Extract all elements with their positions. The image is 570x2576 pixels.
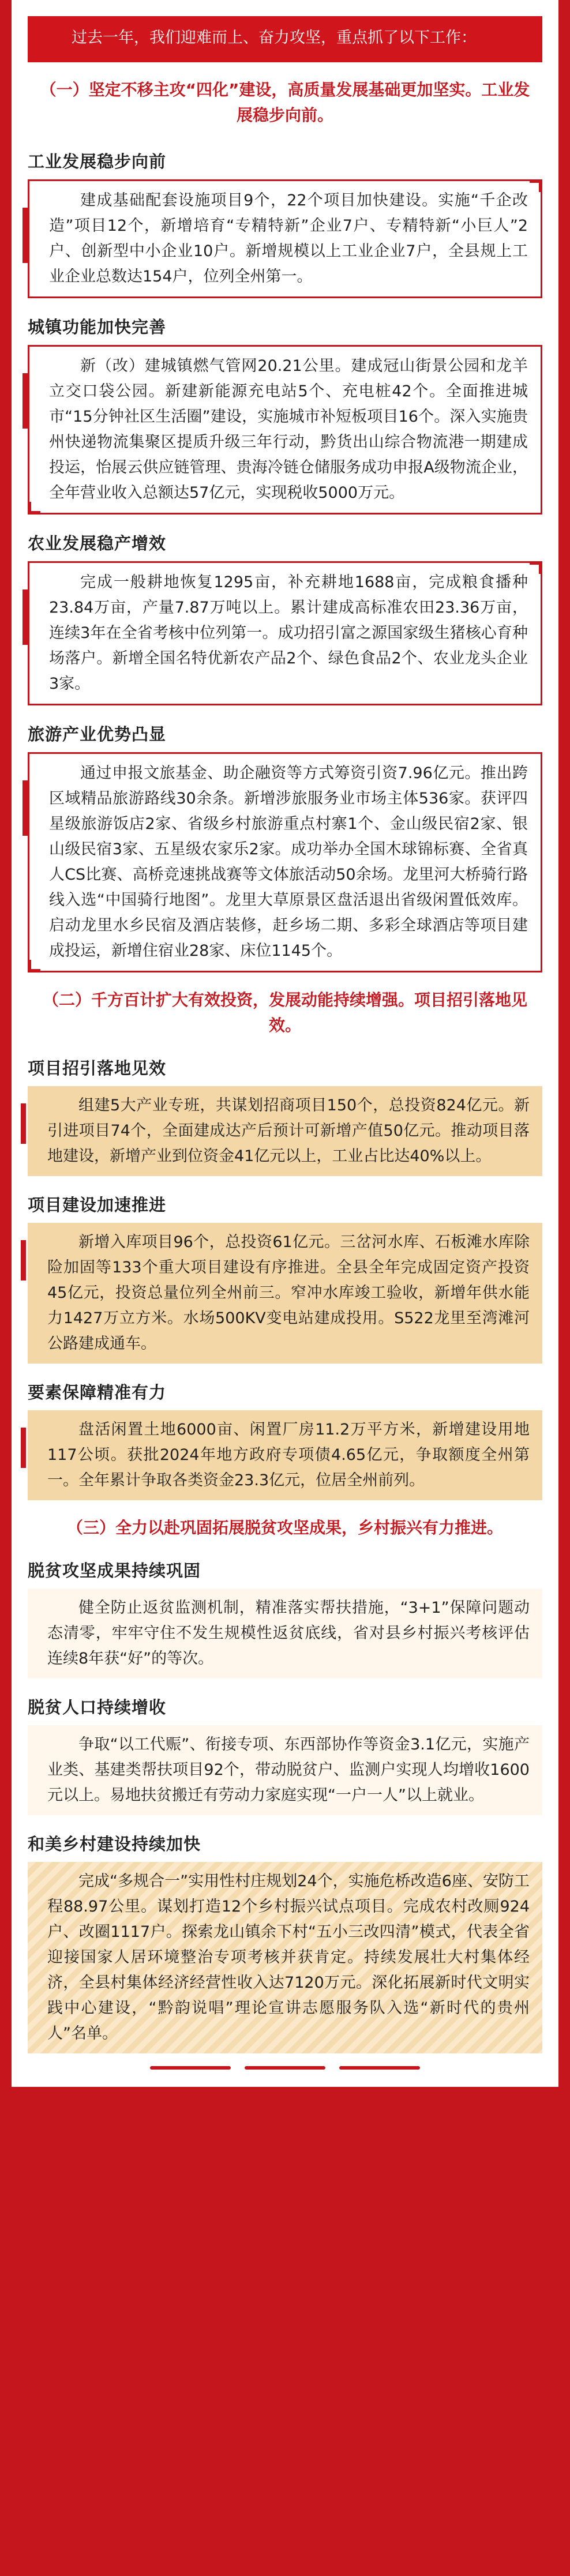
card-text: 完成一般耕地恢复1295亩，补充耕地1688亩，完成粮食播种23.84万亩，产量7.87万吨以上。累计建成高标准农田23.36万亩，连续3年在全省考核中位列第一。成功招引富之源国家级生猪核心育种场落户。新增全国名特优新农产品2个、绿色食品2个、农业龙头企业3家。: [49, 573, 528, 693]
sub-header-3-1: [28, 1558, 542, 1582]
card-text: 争取“以工代赈”、衔接专项、东西部协作等资金3.1亿元，实施产业类、基建类帮扶项目92个，带动脱贫户、监测户实现人均增收1600元以上。易地扶贫搬迁有劳动力家庭实现“一户一人”以上就业。: [47, 1736, 530, 1804]
side-bar-decoration: [22, 208, 28, 263]
sub-title: 和美乡村建设持续加快: [28, 1834, 201, 1854]
sub-title: 项目招引落地见效: [28, 1058, 167, 1078]
side-bar-decoration: [21, 1103, 26, 1144]
sub-title: 项目建设加速推进: [28, 1195, 167, 1215]
corner-decoration: [530, 561, 542, 574]
footer-decoration: [28, 2053, 542, 2087]
section-title-3: （三）全力以赴巩固拓展脱贫攻坚成果，乡村振兴有力推进。: [66, 1518, 503, 1537]
card-3-2: [28, 1725, 542, 1815]
card-2-1: [28, 1086, 542, 1176]
side-bar-decoration: [21, 1428, 26, 1468]
sub-title: 要素保障精准有力: [28, 1383, 167, 1402]
side-bar-decoration: [22, 373, 28, 429]
corner-decoration: [28, 960, 40, 972]
sub-title: 旅游产业优势凸显: [28, 724, 167, 744]
sub-header-3-3: [28, 1831, 542, 1855]
card-text: 健全防止返贫监测机制，精准落实帮扶措施，“3+1”保障问题动态清零，牢牢守住不发生规模性返贫底线，省对县乡村振兴考核评估连续8年获“好”的等次。: [47, 1599, 530, 1668]
card-2-3: [28, 1410, 542, 1500]
sub-header-1-1: [28, 149, 542, 172]
sub-title: 农业发展稳产增效: [28, 534, 167, 553]
sub-title: 城镇功能加快完善: [28, 317, 167, 337]
sub-title: 脱贫攻坚成果持续巩固: [28, 1561, 201, 1580]
card-2-2: [28, 1223, 542, 1364]
sub-header-2-2: [28, 1192, 542, 1216]
corner-decoration: [530, 179, 542, 192]
section-title-2: （二）千方百计扩大有效投资，发展动能持续增强。项目招引落地见效。: [42, 990, 527, 1035]
page: [12, 0, 558, 2576]
card-text: 完成“多规合一”实用性村庄规划24个，实施危桥改造6座、安防工程88.97公里。谋划打造12个乡村振兴试点项目。完成农村改厕924户、改圈1117户。探索龙山镇余下村“五小三改四清”模式，代表全省迎接国家人居环境整治专项考核并获肯定。持续发展壮大村集体经济，全县村集体经济经营性收入达7120万元。深化拓展新时代文明实践中心建设，“黔韵说唱”理论宣讲志愿服务队入选“新时代的贵州人”名单。: [47, 1872, 530, 2042]
sub-title: 脱贫人口持续增收: [28, 1698, 167, 1717]
divider: [339, 2066, 420, 2070]
corner-decoration: [28, 502, 40, 515]
sub-header-1-4: [28, 722, 542, 745]
card-text: 建成基础配套设施项目9个，22个项目加快建设。实施“千企改造”项目12个，新增培育“专精特新”企业7户、专精特新“小巨人”2户、创新型中小企业10户。新增规模以上工业企业7户，全县规上工业企业总数达154户，位列全州第一。: [49, 191, 528, 286]
side-bar-decoration: [22, 589, 28, 645]
card-3-3: [28, 1862, 542, 2053]
side-bar-decoration: [22, 780, 28, 836]
card-text: 新增入库项目96个，总投资61亿元。三岔河水库、石板滩水库除险加固等133个重大项目建设有序推进。全县全年完成固定资产投资45亿元，投资总量位列全州前三。窄冲水库竣工验收，新增年供水能力1427万立方米。水场500KV变电站建成投用。S522龙里至湾滩河公路建成通车。: [47, 1233, 530, 1353]
sub-title: 工业发展稳步向前: [28, 152, 167, 171]
card-text: 组建5大产业专班，共谋划招商项目150个，总投资824亿元。新引进项目74个，全面建成达产后预计可新增产值50亿元。推动项目落地建设，新增产业到位资金41亿元以上，工业占比达40%以上。: [47, 1097, 530, 1165]
card-1-3: [28, 561, 542, 705]
divider: [245, 2066, 325, 2070]
card-text: 盘活闲置土地6000亩、闲置厂房11.2万平方米，新增建设用地117公顷。获批2024年地方政府专项债4.65亿元，争取额度全州第一。全年累计争取各类资金23.3亿元，位居全州前列。: [47, 1421, 530, 1489]
sub-header-2-1: [28, 1056, 542, 1079]
card-1-1: [28, 179, 542, 298]
sub-header-2-3: [28, 1380, 542, 1403]
intro-banner: 过去一年，我们迎难而上、奋力攻坚，重点抓了以下工作：: [28, 16, 542, 62]
card-1-2: [28, 345, 542, 515]
content-paper: [12, 0, 558, 2087]
sub-header-3-2: [28, 1695, 542, 1718]
card-1-4: [28, 752, 542, 972]
sub-header-1-3: [28, 531, 542, 554]
card-3-1: [28, 1589, 542, 1678]
divider: [150, 2066, 231, 2070]
card-text: 新（改）建城镇燃气管网20.21公里。建成冠山街景公园和龙羊立交口袋公园。新建新能源充电站5个、充电桩42个。全面推进城市“15分钟社区生活圈”建设，实施城市补短板项目16个。深入实施贵州快递物流集聚区提质升级三年行动，黔货出山综合物流港一期建成投运，怡展云供应链管理、贵海冷链仓储服务成功申报A级物流企业，全年营业收入总额达57亿元，实现税收5000万元。: [49, 357, 528, 502]
side-bar-decoration: [21, 1240, 26, 1281]
sub-header-1-2: [28, 314, 542, 338]
section-title-1: （一）坚定不移主攻“四化”建设，高质量发展基础更加坚实。工业发展稳步向前。: [40, 80, 530, 125]
card-text: 通过申报文旅基金、助企融资等方式筹资引资7.96亿元。推出跨区域精品旅游路线30余条。新增涉旅服务业市场主体536家。获评四星级旅游饭店2家、省级乡村旅游重点村寨1个、金山级民宿2家、银山级民宿3家、五星级农家乐2家。成功举办全国木球锦标赛、全省真人CS比赛、高桥竞速挑战赛等文体旅活动50余场。龙里河大桥骑行路线入选“中国骑行地图”。龙里大草原景区盘活退出省级闲置低效库。启动龙里水乡民宿及酒店装修，赶乡场二期、多彩全球酒店等项目建成投运，新增住宿业28家、床位1145个。: [49, 764, 528, 960]
